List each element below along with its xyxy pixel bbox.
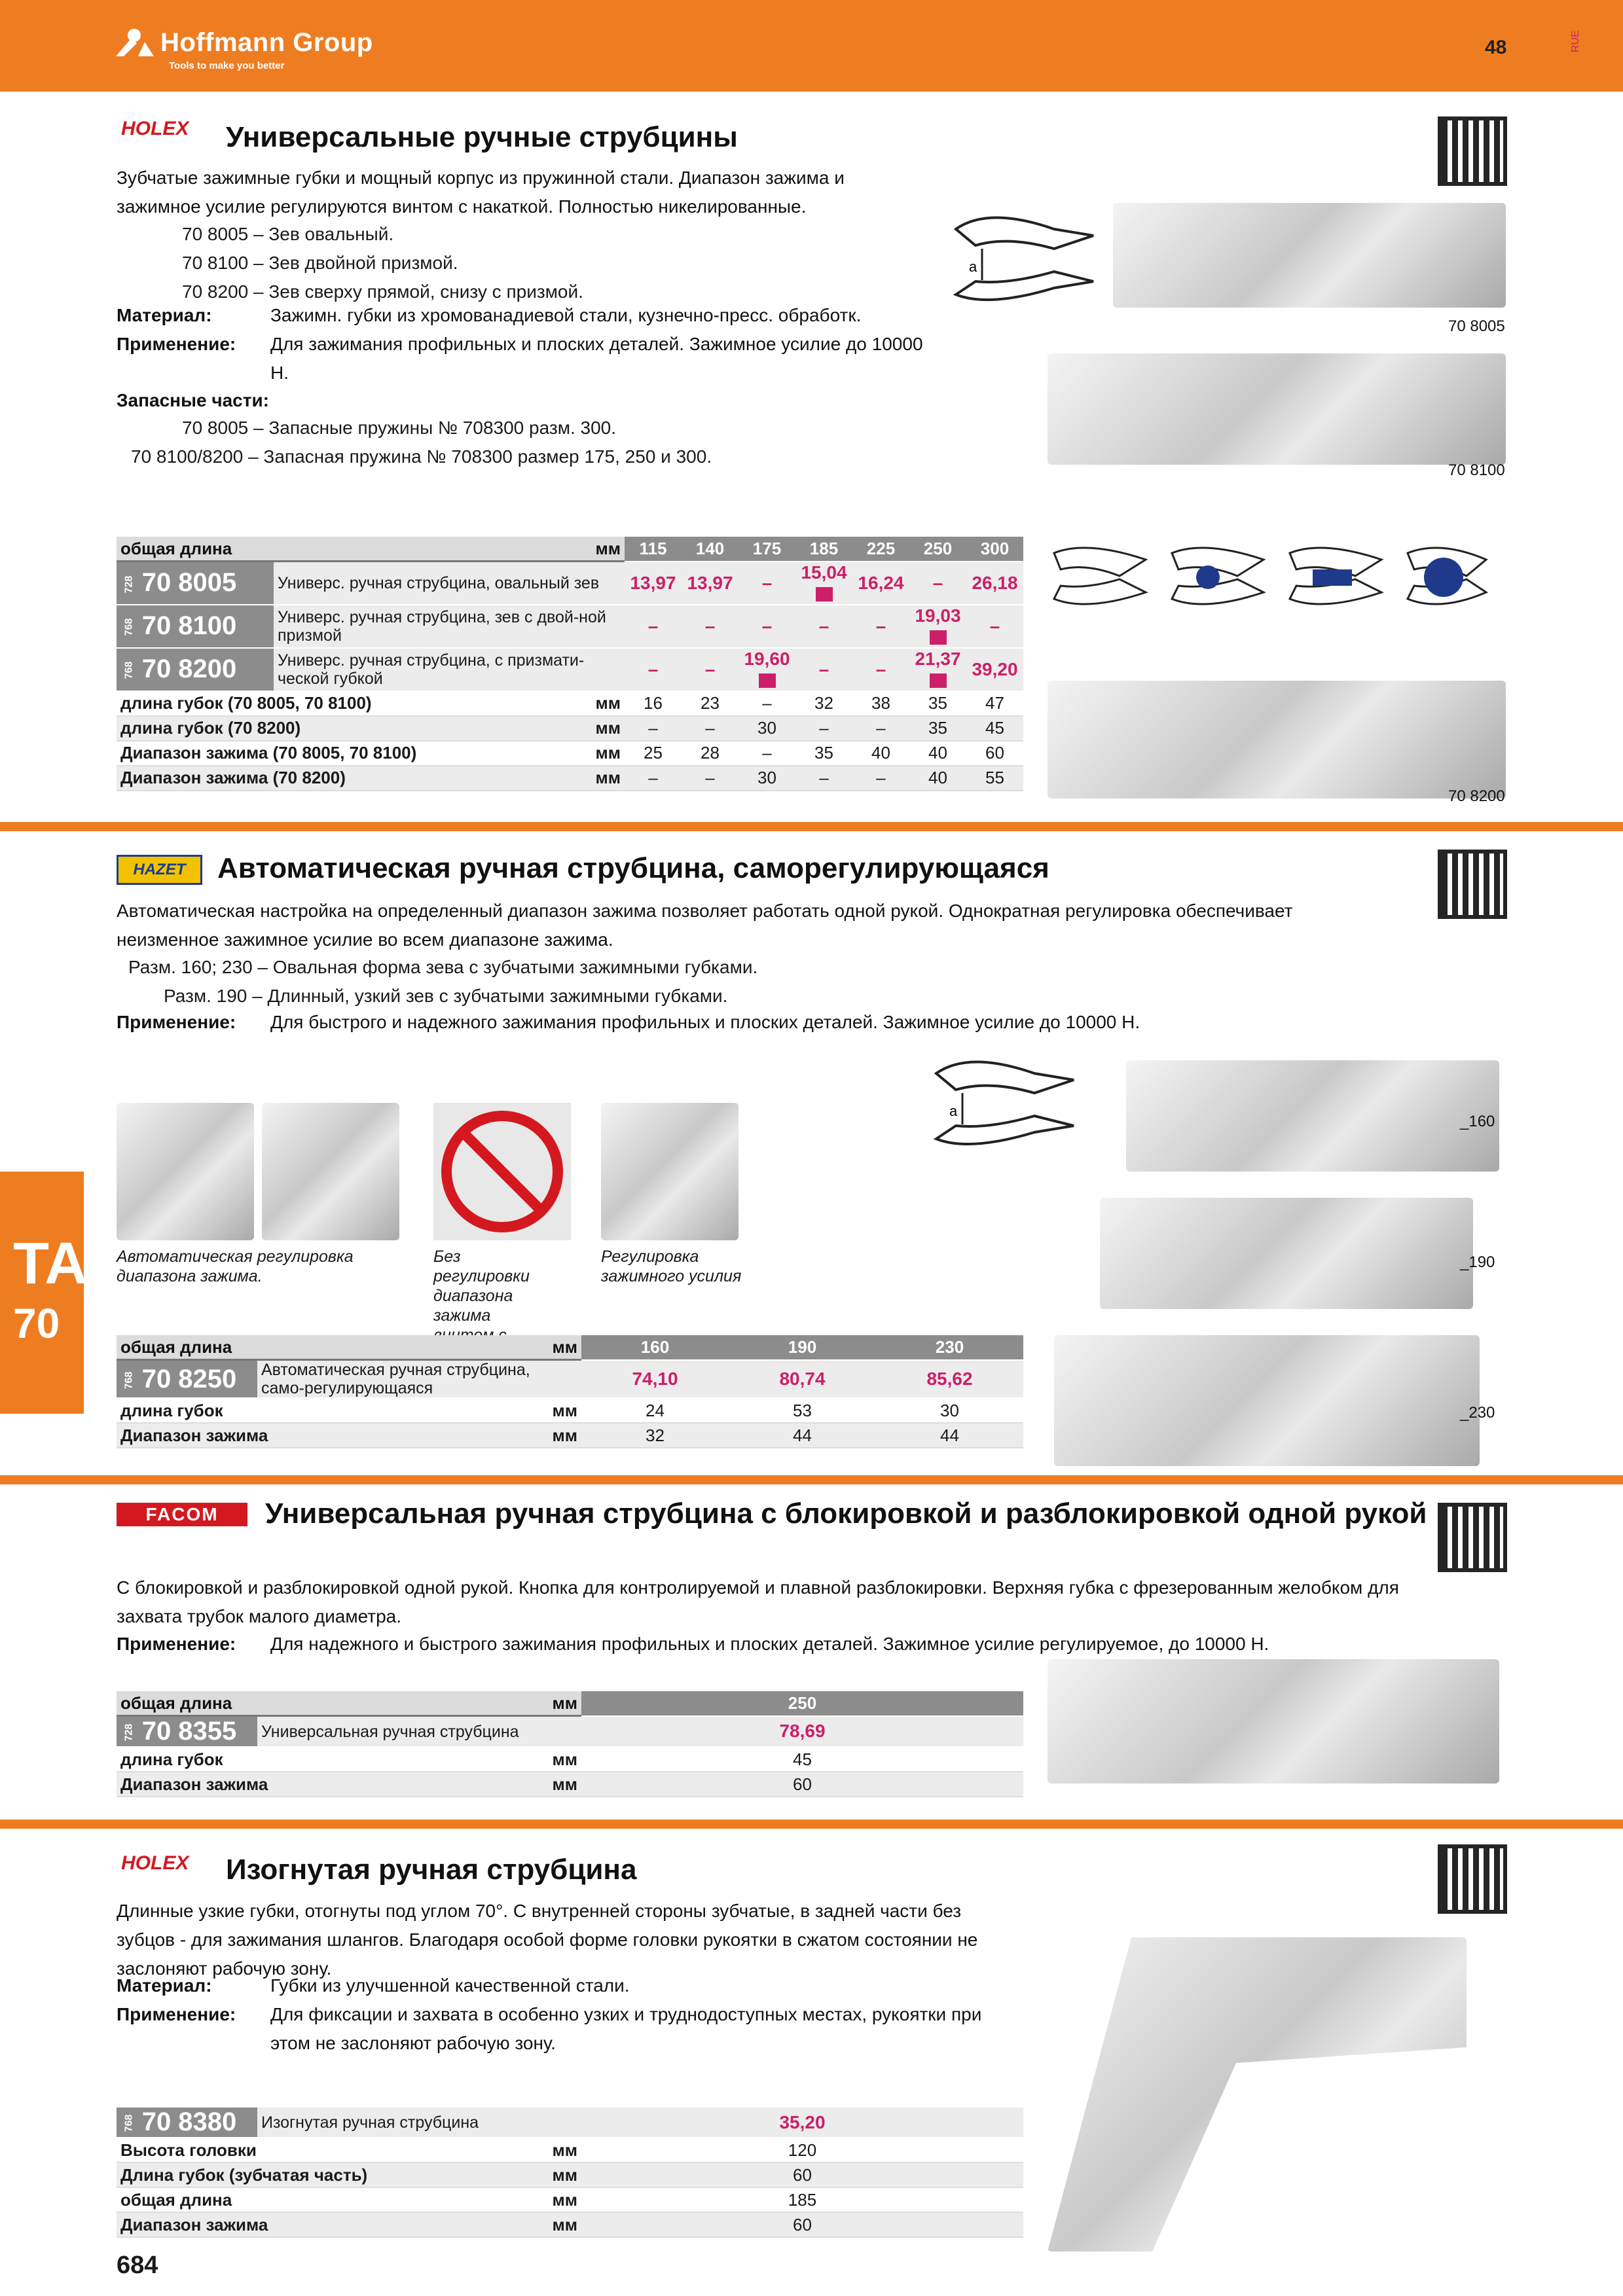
article-row: 768 70 8100 Универс. ручная струбцина, зев с двой-ной призмой – – – – – 19,03 – <box>117 605 1023 648</box>
section-divider <box>0 1475 1623 1484</box>
jaw-variant-icons <box>1048 540 1493 612</box>
section-description: Автоматическая настройка на определенный диапазон зажима позволяет работать одной рукой. Однократная регулировка обеспечивает неизменное зажимное усилие во всем диапазоне зажима. <box>117 901 1293 950</box>
svg-text:a: a <box>969 259 977 275</box>
logo-text: Hoffmann Group <box>160 27 373 57</box>
article-row: 768 70 8200 Универс. ручная струбцина, с призмати-ческой губкой – – 19,60 – – 21,37 39,20 <box>117 648 1023 691</box>
article-number: 768 70 8250 <box>117 1360 257 1399</box>
brand-logo-facom: FACOM <box>117 1503 247 1526</box>
spec-table-4 <box>117 2108 1023 2238</box>
spare-parts-label: Запасные части: <box>117 390 269 410</box>
article-row: 768 70 8250 Автоматическая ручная струбцина, само-регулирующаяся 74,10 80,74 85,62 <box>117 1360 1023 1399</box>
product-photo-708380[interactable] <box>1048 1937 1467 2251</box>
table-row: Длина губок (зубчатая часть) мм 60 <box>117 2162 1023 2187</box>
table-row: Диапазон зажима мм 60 <box>117 1772 1023 1797</box>
section-divider <box>0 1820 1623 1829</box>
section-title: Универсальная ручная струбцина с блокировкой и разблокировкой одной рукой <box>265 1498 1427 1530</box>
section-description: Зубчатые зажимные губки и мощный корпус из пружинной стали. Диапазон зажима и зажимное усилие регулируются винтом с накаткой. Полностью никелированные. <box>117 168 845 217</box>
product-photo-708100[interactable] <box>1048 353 1506 465</box>
availability-marker <box>930 673 947 688</box>
logo-tagline: Tools to make you better <box>169 60 285 71</box>
variant-list: Разм. 160; 230 – Овальная форма зева с зубчатыми зажимными губками. Разм. 190 – Длинный, узкий зев с зубчатыми зажимными губками. <box>128 957 758 1006</box>
availability-marker <box>930 630 947 645</box>
section-title: Изогнутая ручная струбцина <box>226 1854 637 1886</box>
photo-label: _190 <box>1460 1253 1495 1271</box>
table-row: общая длина мм 185 <box>117 2187 1023 2212</box>
qr-code[interactable] <box>1438 850 1507 919</box>
article-number: 768 70 8380 <box>117 2108 257 2138</box>
table-row: длина губок (70 8200) мм – – 30 – – 35 45 <box>117 716 1023 741</box>
table-row: Диапазон зажима (70 8005, 70 8100) мм 25 28 – 35 40 40 60 <box>117 741 1023 766</box>
hoffmann-logo-icon <box>115 26 160 59</box>
feature-photo[interactable] <box>117 1103 254 1240</box>
language-code: RUE <box>1570 30 1581 52</box>
brand-logo-holex: HOLEX <box>121 1852 189 1874</box>
photo-label: 70 8200 <box>1448 787 1505 805</box>
product-photo-230[interactable] <box>1054 1335 1480 1466</box>
product-photo-708005[interactable] <box>1113 203 1506 308</box>
section-description: С блокировкой и разблокировкой одной рукой. Кнопка для контролируемой и плавной разблокировки. Верхняя губка с фрезерованным желобком для захвата трубок малого диаметра. <box>117 1577 1399 1626</box>
catalog-page-number: 684 <box>117 2251 158 2279</box>
application-row: Применение: Для надежного и быстрого зажимания профильных и плоских деталей. Зажимное усилие регулируемое, до 10000 Н. <box>117 1634 1269 1654</box>
photo-label: _160 <box>1460 1113 1495 1130</box>
spec-table-1: общая длина мм 115 140 175 185 225 250 300 728 70 8005 Универс. ручная струбцина, овальный зев 13,97 13,97 – 15,04 16,24 – 26,18 768 70 8100 Универс. ручная струбцина, зев с двой-ной призмой – – – – – 19,03 – 768 70 8200 Универс. ручная струбцина, с призмати-ческой губкой – – 19,60 – – 21,37 39,20 длина губок (70 8005, 70 8100) мм 16 23 – 32 38 35 47 длина губок (70 8200) мм – – 30 – – 35 45 Диапазон зажима (70 8005, 70 8100) мм 25 28 – 35 40 40 60 Диапазон зажима (70 8200) мм – – 30 – – 40 55 <box>117 537 1023 791</box>
photo-label: 70 8100 <box>1448 461 1505 479</box>
chapter-icon: TA <box>13 1231 88 1297</box>
section-description: Длинные узкие губки, отогнуты под углом 70°. С внутренней стороны зубчатые, в задней части без зубцов - для зажимания шлангов. Благодаря особой форме головки рукоятки в сжатом состоянии не заслоняют рабочую зону. <box>117 1901 978 1979</box>
variant-item: 70 8200 – Зев сверху прямой, снизу с призмой. <box>182 281 583 302</box>
feature-photo[interactable] <box>601 1103 739 1240</box>
photo-caption: Регулировка зажимного усилия <box>601 1247 742 1285</box>
application-row: Применение: Для быстрого и надежного зажимания профильных и плоских деталей. Зажимное усилие до 10000 Н. <box>117 1012 1140 1032</box>
article-number: 728 70 8355 <box>117 1716 257 1748</box>
prohibited-icon <box>433 1103 571 1240</box>
application-row: Применение: Для зажимания профильных и плоских деталей. Зажимное усилие до 10000 Н. <box>117 334 923 383</box>
section-divider <box>0 822 1623 831</box>
hoffmann-logo[interactable] <box>115 26 373 59</box>
photo-label: 70 8005 <box>1448 317 1505 335</box>
availability-marker <box>759 673 776 688</box>
product-photo-708200[interactable] <box>1048 681 1506 798</box>
table-row: длина губок мм 24 53 30 <box>117 1398 1023 1423</box>
availability-marker <box>816 587 833 601</box>
section-title: Автоматическая ручная струбцина, саморегулирующаяся <box>217 852 1049 884</box>
article-row: 728 70 8005 Универс. ручная струбцина, овальный зев 13,97 13,97 – 15,04 16,24 – 26,18 <box>117 562 1023 605</box>
feature-photo[interactable] <box>433 1103 571 1240</box>
qr-code[interactable] <box>1438 117 1507 186</box>
material-row: Материал: Зажимн. губки из хромованадиевой стали, кузнечно-пресс. обработк. <box>117 305 862 325</box>
page-number: 48 <box>1485 37 1507 58</box>
table-row: Диапазон зажима (70 8200) мм – – 30 – – 40 55 <box>117 766 1023 791</box>
article-number: 728 70 8005 <box>117 562 274 605</box>
variant-item: 70 8100 – Зев двойной призмой. <box>182 253 458 273</box>
article-number: 768 70 8100 <box>117 605 274 648</box>
jaw-diagram <box>930 1054 1087 1165</box>
qr-code[interactable] <box>1438 1503 1507 1572</box>
product-photo-190[interactable] <box>1100 1198 1473 1309</box>
photo-caption: Автоматическая регулировка диапазона зажима. <box>117 1247 354 1285</box>
table-row: Диапазон зажима мм 60 <box>117 2212 1023 2237</box>
spare-parts-list: 70 8005 – Запасные пружины № 708300 разм. 300. 70 8100/8200 – Запасная пружина № 708300 размер 175, 250 и 300. <box>131 418 712 467</box>
article-row: 728 70 8355 Универсальная ручная струбцина 78,69 <box>117 1716 1023 1748</box>
product-photo-160[interactable] <box>1126 1060 1499 1172</box>
table-row: Диапазон зажима мм 32 44 44 <box>117 1423 1023 1448</box>
section-title: Универсальные ручные струбцины <box>226 121 738 153</box>
table-row: Высота головки мм 120 <box>117 2138 1023 2162</box>
feature-photo[interactable] <box>262 1103 399 1240</box>
spec-table-2: общая длина мм 160 190 230 768 70 8250 Автоматическая ручная струбцина, само-регулирующаяся 74,10 80,74 85,62 длина губок мм 24 53 30 Диапазон зажима мм 32 44 44 <box>117 1335 1023 1448</box>
article-number: 768 70 8200 <box>117 648 274 691</box>
brand-logo-hazet: HAZET <box>117 855 202 885</box>
product-photo-708355[interactable] <box>1048 1659 1499 1784</box>
photo-caption: Без регулировки диапазона зажима <box>433 1247 530 1325</box>
application-row: Применение: Для фиксации и захвата в особенно узких и труднодоступных местах, рукоятки при этом не заслоняют рабочую зону. <box>117 2004 982 2053</box>
svg-text:a: a <box>949 1103 958 1119</box>
jaw-diagram <box>949 209 1100 321</box>
article-row: 768 70 8380 Изогнутая ручная струбцина 35,20 <box>117 2108 1023 2138</box>
variant-item: 70 8005 – Зев овальный. <box>182 224 394 244</box>
table-row: длина губок мм 45 <box>117 1747 1023 1772</box>
variant-list <box>182 220 583 306</box>
spec-table-3: общая длина мм 250 728 70 8355 Универсальная ручная струбцина 78,69 длина губок мм 45 Диапазон зажима мм 60 <box>117 1691 1023 1797</box>
qr-code[interactable] <box>1438 1844 1507 1914</box>
material-row: Материал: Губки из улучшенной качественной стали. <box>117 1975 630 1996</box>
chapter-number: 70 <box>13 1300 60 1347</box>
table-row: длина губок (70 8005, 70 8100) мм 16 23 – 32 38 35 47 <box>117 691 1023 716</box>
brand-logo-holex: HOLEX <box>121 118 189 139</box>
photo-label: _230 <box>1460 1404 1495 1422</box>
